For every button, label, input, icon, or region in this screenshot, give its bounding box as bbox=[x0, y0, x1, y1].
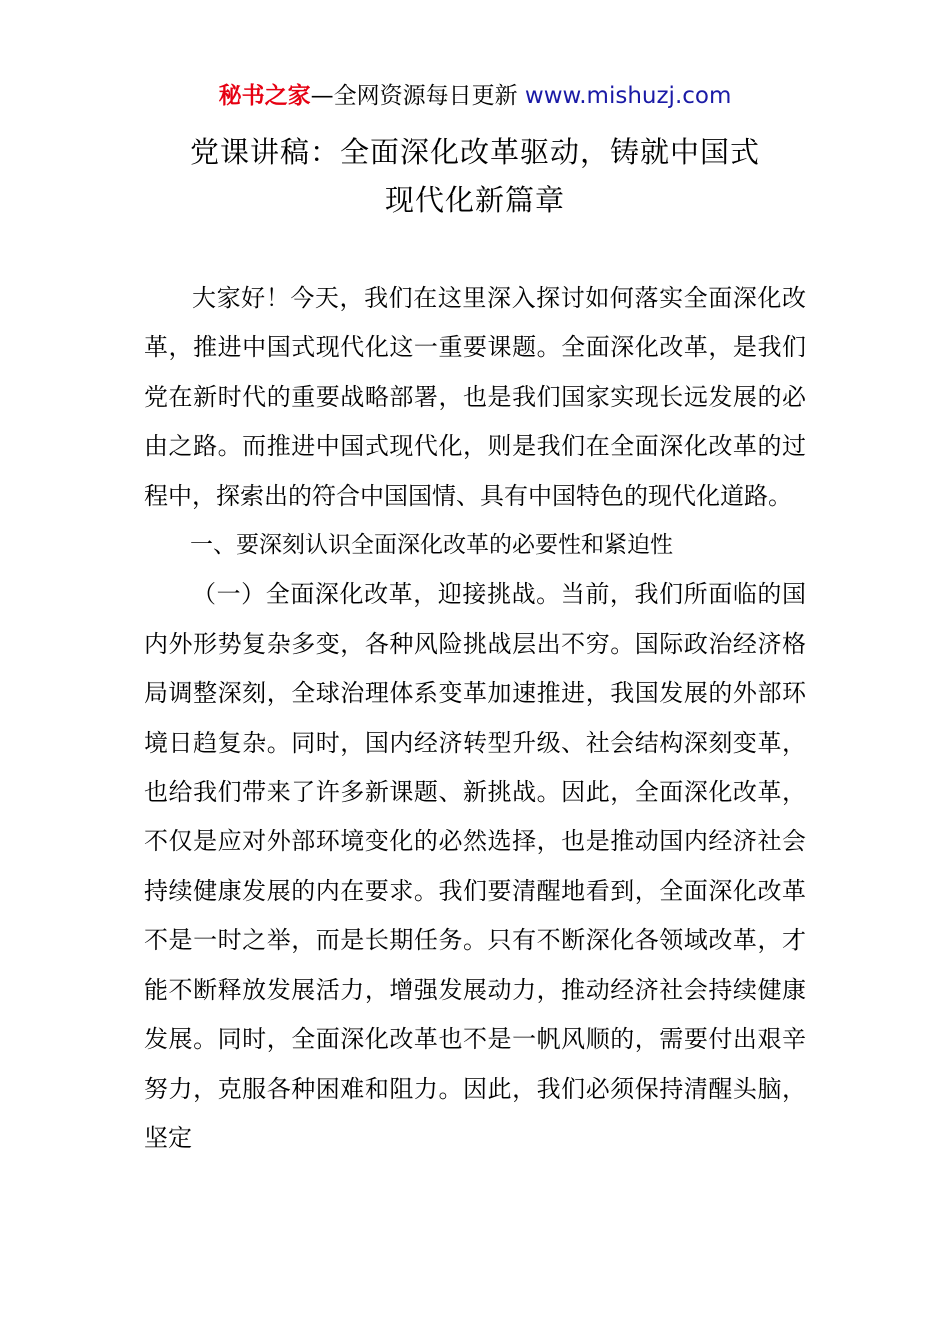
title-line-2: 现代化新篇章 bbox=[384, 183, 565, 217]
document-title bbox=[0, 128, 950, 224]
site-header bbox=[0, 80, 950, 112]
intro-paragraph: 大家好！今天，我们在这里深入探讨如何落实全面深化改革，推进中国式现代化这一重要课题。全面深化改革，是我们党在新时代的重要战略部署，也是我们国家实现长远发展的必由之路。而推进中国式现代化，则是我们在全面深化改革的过程中，探索出的符合中国国情、具有中国特色的现代化道路。 bbox=[144, 284, 806, 510]
body-paragraph: （一）全面深化改革，迎接挑战。当前，我们所面临的国内外形势复杂多变，各种风险挑战层出不穷。国际政治经济格局调整深刻，全球治理体系变革加速推进，我国发展的外部环境日趋复杂。同时，国内经济转型升级、社会结构深刻变革，也给我们带来了许多新课题、新挑战。因此，全面深化改革，不仅是应对外部环境变化的必然选择，也是推动国内经济社会持续健康发展的内在要求。我们要清醒地看到，全面深化改革不是一时之举，而是长期任务。只有不断深化各领域改革，才能不断释放发展活力，增强发展动力，推动经济社会持续健康发展。同时，全面深化改革也不是一帆风顺的，需要付出艰辛努力，克服各种困难和阻力。因此，我们必须保持清醒头脑，坚定 bbox=[144, 580, 806, 1152]
site-url-link[interactable]: www.mishuzj.com bbox=[524, 83, 732, 109]
section-heading: 一、要深刻认识全面深化改革的必要性和紧迫性 bbox=[190, 532, 673, 559]
site-tagline: —全网资源每日更新 bbox=[310, 83, 525, 109]
document-body bbox=[144, 274, 806, 1163]
site-brand: 秘书之家 bbox=[218, 83, 311, 109]
title-line-1: 党课讲稿：全面深化改革驱动，铸就中国式 bbox=[189, 135, 760, 169]
